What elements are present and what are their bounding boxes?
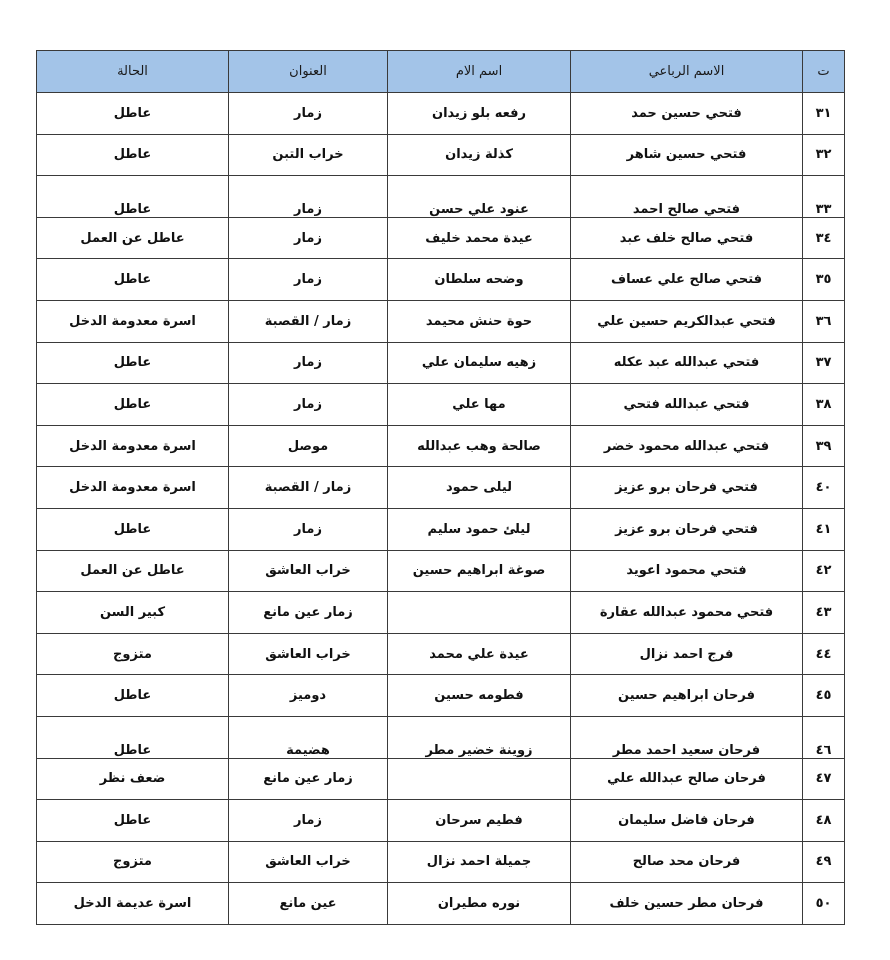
- cell-address: خراب العاشق: [229, 633, 388, 675]
- cell-index: ٣٦: [803, 300, 845, 342]
- table-row: [37, 675, 845, 717]
- cell-index: ٤٢: [803, 550, 845, 592]
- cell-full-name: فتحي صالح احمد: [571, 176, 803, 218]
- cell-full-name: فتحي محمود اعويد: [571, 550, 803, 592]
- cell-mother-name: عيدة علي محمد: [388, 633, 571, 675]
- cell-address: زمار: [229, 93, 388, 135]
- table-header-row: [37, 51, 845, 93]
- cell-index: ٣٣: [803, 176, 845, 218]
- cell-status: عاطل: [37, 384, 229, 426]
- table-row: [37, 508, 845, 550]
- table-row: [37, 467, 845, 509]
- cell-address: زمار: [229, 508, 388, 550]
- table-row: [37, 259, 845, 301]
- cell-address: خراب العاشق: [229, 841, 388, 883]
- header-full-name: الاسم الرباعي: [571, 51, 803, 93]
- cell-mother-name: فطومه حسين: [388, 675, 571, 717]
- cell-full-name: فتحي عبدالله عبد عكله: [571, 342, 803, 384]
- cell-status: عاطل: [37, 342, 229, 384]
- cell-mother-name: حوة حنش محيمد: [388, 300, 571, 342]
- cell-address: خراب العاشق: [229, 550, 388, 592]
- cell-address: زمار: [229, 800, 388, 842]
- cell-index: ٣٢: [803, 134, 845, 176]
- cell-full-name: فتحي محمود عبدالله عقارة: [571, 592, 803, 634]
- cell-index: ٥٠: [803, 883, 845, 925]
- cell-status: اسرة عديمة الدخل: [37, 883, 229, 925]
- cell-mother-name: كذلة زيدان: [388, 134, 571, 176]
- table-row: [37, 883, 845, 925]
- cell-full-name: فرج احمد نزال: [571, 633, 803, 675]
- cell-status: ضعف نظر: [37, 758, 229, 800]
- cell-full-name: فتحي فرحان برو عزيز: [571, 508, 803, 550]
- cell-full-name: فرحان ابراهيم حسين: [571, 675, 803, 717]
- table-row: [37, 384, 845, 426]
- cell-mother-name: [388, 758, 571, 800]
- table-row: [37, 134, 845, 176]
- cell-mother-name: ليلى حمود: [388, 467, 571, 509]
- cell-status: عاطل: [37, 176, 229, 218]
- cell-full-name: فرحان محد صالح: [571, 841, 803, 883]
- cell-address: خراب التبن: [229, 134, 388, 176]
- cell-index: ٣٤: [803, 217, 845, 259]
- cell-index: ٣٨: [803, 384, 845, 426]
- cell-full-name: فرحان فاضل سليمان: [571, 800, 803, 842]
- cell-address: عين مانع: [229, 883, 388, 925]
- cell-full-name: فتحي صالح علي عساف: [571, 259, 803, 301]
- cell-index: ٤٨: [803, 800, 845, 842]
- header-address: العنوان: [229, 51, 388, 93]
- cell-index: ٣٩: [803, 425, 845, 467]
- cell-full-name: فتحي حسين شاهر: [571, 134, 803, 176]
- cell-mother-name: [388, 592, 571, 634]
- cell-status: متزوج: [37, 841, 229, 883]
- cell-address: زمار: [229, 217, 388, 259]
- cell-address: زمار: [229, 342, 388, 384]
- cell-mother-name: رفعه بلو زيدان: [388, 93, 571, 135]
- cell-mother-name: نوره مطيران: [388, 883, 571, 925]
- header-mother-name: اسم الام: [388, 51, 571, 93]
- cell-status: عاطل: [37, 259, 229, 301]
- table-row: [37, 93, 845, 135]
- table-body: [37, 93, 845, 925]
- cell-mother-name: صوغة ابراهيم حسين: [388, 550, 571, 592]
- cell-index: ٤٧: [803, 758, 845, 800]
- cell-mother-name: عنود علي حسن: [388, 176, 571, 218]
- header-status: الحالة: [37, 51, 229, 93]
- table-row: [37, 176, 845, 218]
- cell-address: هضيمة: [229, 716, 388, 758]
- cell-mother-name: زوينة خضير مطر: [388, 716, 571, 758]
- cell-mother-name: ليلئ حمود سليم: [388, 508, 571, 550]
- cell-mother-name: فطيم سرحان: [388, 800, 571, 842]
- table-row: [37, 217, 845, 259]
- cell-index: ٣٥: [803, 259, 845, 301]
- cell-mother-name: جميلة احمد نزال: [388, 841, 571, 883]
- cell-index: ٤٤: [803, 633, 845, 675]
- cell-status: عاطل: [37, 93, 229, 135]
- cell-full-name: فرحان صالح عبدالله علي: [571, 758, 803, 800]
- cell-index: ٤٥: [803, 675, 845, 717]
- table-row: [37, 716, 845, 758]
- cell-full-name: فتحي فرحان برو عزيز: [571, 467, 803, 509]
- cell-index: ٤٠: [803, 467, 845, 509]
- cell-full-name: فتحي عبدالله فتحي: [571, 384, 803, 426]
- cell-status: اسرة معدومة الدخل: [37, 300, 229, 342]
- table-row: [37, 633, 845, 675]
- cell-full-name: فتحي عبدالكريم حسين علي: [571, 300, 803, 342]
- cell-address: زمار: [229, 384, 388, 426]
- cell-status: اسرة معدومة الدخل: [37, 425, 229, 467]
- cell-address: زمار: [229, 176, 388, 218]
- cell-mother-name: صالحة وهب عبدالله: [388, 425, 571, 467]
- cell-address: زمار / القصبة: [229, 467, 388, 509]
- cell-mother-name: وضحه سلطان: [388, 259, 571, 301]
- table-row: [37, 592, 845, 634]
- cell-status: كبير السن: [37, 592, 229, 634]
- cell-index: ٣٧: [803, 342, 845, 384]
- cell-address: موصل: [229, 425, 388, 467]
- cell-status: عاطل: [37, 134, 229, 176]
- table-row: [37, 550, 845, 592]
- beneficiaries-table: [36, 50, 845, 925]
- cell-status: عاطل: [37, 675, 229, 717]
- cell-address: زمار عين مانع: [229, 592, 388, 634]
- cell-index: ٤١: [803, 508, 845, 550]
- table-row: [37, 800, 845, 842]
- cell-status: اسرة معدومة الدخل: [37, 467, 229, 509]
- table-row: [37, 300, 845, 342]
- cell-address: زمار: [229, 259, 388, 301]
- cell-mother-name: مها علي: [388, 384, 571, 426]
- cell-full-name: فتحي صالح خلف عبد: [571, 217, 803, 259]
- table-row: [37, 425, 845, 467]
- cell-index: ٤٩: [803, 841, 845, 883]
- cell-address: دوميز: [229, 675, 388, 717]
- cell-full-name: فتحي عبدالله محمود خضر: [571, 425, 803, 467]
- cell-mother-name: زهيه سليمان علي: [388, 342, 571, 384]
- cell-index: ٣١: [803, 93, 845, 135]
- cell-status: عاطل: [37, 716, 229, 758]
- table-row: [37, 758, 845, 800]
- cell-status: عاطل: [37, 508, 229, 550]
- cell-status: متزوج: [37, 633, 229, 675]
- table-row: [37, 841, 845, 883]
- cell-status: عاطل: [37, 800, 229, 842]
- cell-full-name: فتحي حسين حمد: [571, 93, 803, 135]
- cell-status: عاطل عن العمل: [37, 550, 229, 592]
- cell-status: عاطل عن العمل: [37, 217, 229, 259]
- table-row: [37, 342, 845, 384]
- cell-index: ٤٣: [803, 592, 845, 634]
- cell-address: زمار عين مانع: [229, 758, 388, 800]
- cell-full-name: فرحان مطر حسين خلف: [571, 883, 803, 925]
- cell-mother-name: عيدة محمد خليف: [388, 217, 571, 259]
- header-index: ت: [803, 51, 845, 93]
- cell-index: ٤٦: [803, 716, 845, 758]
- cell-full-name: فرحان سعيد احمد مطر: [571, 716, 803, 758]
- cell-address: زمار / القصبة: [229, 300, 388, 342]
